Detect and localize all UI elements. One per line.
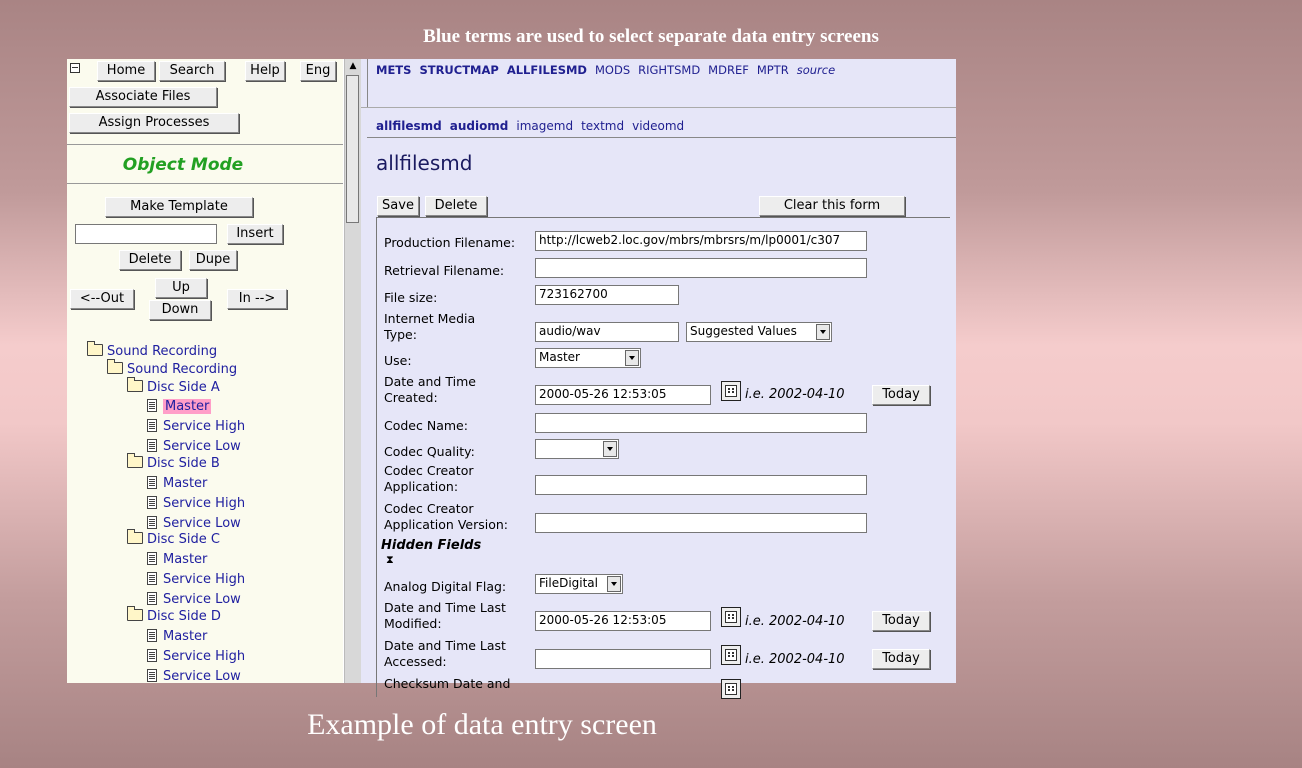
language-button[interactable]: Eng [300,61,336,81]
sub-nav-link-audiomd[interactable]: audiomd [449,119,509,133]
hidden-fields-title: Hidden Fields [381,538,482,553]
delete-button[interactable]: Delete [425,196,487,216]
tree-item[interactable] [147,418,245,436]
tree-item[interactable] [147,668,241,686]
codec-creator-app-label: Codec Creator Application: [384,463,474,494]
today-button[interactable]: Today [872,649,930,669]
tree-item-label: Sound Recording [107,344,218,359]
media-type-label: Internet Media Type: [384,311,476,342]
collapse-icon[interactable] [70,63,80,73]
chevron-down-icon [607,576,621,592]
down-button[interactable]: Down [149,300,211,320]
out-button[interactable]: <--Out [70,289,134,309]
date-created-input[interactable]: 2000-05-26 12:53:05 [535,385,711,405]
codec-creator-app-version-input[interactable] [535,513,867,533]
date-hint: i.e. 2002-04-10 [745,652,845,667]
tree-item[interactable] [147,628,207,646]
tree-item[interactable] [147,475,207,493]
codec-quality-select[interactable] [535,439,619,459]
help-button[interactable]: Help [245,61,285,81]
date-hint: i.e. 2002-04-10 [745,614,845,629]
today-button[interactable]: Today [872,385,930,405]
retrieval-filename-label: Retrieval Filename: [384,263,505,278]
tree-item-label: Master [163,476,208,491]
tree-item-label: Service High [163,649,246,664]
analog-digital-select[interactable] [535,574,623,594]
checksum-date-label: Checksum Date and [384,676,511,691]
document-icon [147,439,157,452]
tree-item-label: Master [163,552,208,567]
divider [67,183,343,184]
tree-item[interactable] [127,608,221,626]
app-screenshot [67,59,956,691]
file-size-input[interactable]: 723162700 [535,285,679,305]
production-filename-input[interactable]: http://lcweb2.loc.gov/mbrs/mbrsrs/m/lp0001/c307 [535,231,867,251]
tree-item[interactable] [147,571,245,589]
codec-creator-app-input[interactable] [535,475,867,495]
sub-nav-link-imagemd[interactable]: imagemd [516,119,574,133]
tree-item[interactable] [147,591,241,609]
home-button[interactable]: Home [97,61,155,81]
retrieval-filename-input[interactable] [535,258,867,278]
chevron-down-icon [816,324,830,340]
tree-item-label: Sound Recording [127,362,238,377]
top-nav [361,59,956,108]
file-size-label: File size: [384,290,438,305]
document-icon [147,649,157,662]
slide-title: Blue terms are used to select separate data entry screens [423,26,879,47]
sub-nav-link-videomd[interactable]: videomd [632,119,685,133]
tree-item[interactable] [147,551,207,569]
section-title: allfilesmd [376,151,473,175]
clear-form-button[interactable]: Clear this form [759,196,905,216]
document-icon [147,629,157,642]
document-icon [147,476,157,489]
assign-processes-button[interactable]: Assign Processes [69,113,239,133]
search-button[interactable]: Search [159,61,225,81]
left-pane [67,59,343,683]
document-icon [147,496,157,509]
date-hint: i.e. 2002-04-10 [745,387,845,402]
chevron-down-icon [603,441,617,457]
tree-item-label: Disc Side D [147,609,221,624]
today-button[interactable]: Today [872,611,930,631]
left-pane-scrollbar[interactable] [344,59,362,683]
top-nav-link-mptr[interactable]: MPTR [756,63,789,77]
use-value: Master [539,350,580,364]
tree-item-label: Disc Side B [147,456,220,471]
tree-item-label: Service Low [163,516,241,531]
production-filename-label: Production Filename: [384,235,516,250]
date-accessed-input[interactable] [535,649,711,669]
slide-caption: Example of data entry screen [307,708,657,741]
top-nav-link-source[interactable]: source [796,63,836,77]
codec-name-input[interactable] [535,413,867,433]
document-icon [147,516,157,529]
insert-input[interactable] [75,224,217,244]
tree-item-label: Service Low [163,669,241,684]
tree-item-label: Disc Side C [147,532,220,547]
codec-creator-app-version-label: Codec Creator Application Version: [384,501,508,532]
tree-item[interactable] [147,438,241,456]
top-nav-links [376,63,843,77]
scrollbar-thumb[interactable] [346,75,359,223]
tree-item[interactable] [127,455,220,473]
suggested-values-select[interactable] [686,322,832,342]
date-created-label: Date and Time Created: [384,374,476,405]
delete-node-button[interactable]: Delete [119,250,181,270]
chevron-down-icon [625,350,639,366]
top-nav-link-mods[interactable]: MODS [594,63,631,77]
top-nav-link-allfilesmd[interactable]: ALLFILESMD [506,63,587,77]
tree-item[interactable] [147,648,245,666]
make-template-button[interactable]: Make Template [105,197,253,217]
codec-quality-label: Codec Quality: [384,444,475,459]
tree-item[interactable] [127,531,220,549]
date-modified-input[interactable]: 2000-05-26 12:53:05 [535,611,711,631]
tree-item-label: Service High [163,496,246,511]
insert-button[interactable]: Insert [227,224,283,244]
use-select[interactable] [535,348,641,368]
dupe-button[interactable]: Dupe [189,250,237,270]
in-button[interactable]: In --> [227,289,287,309]
analog-digital-value: FileDigital [539,576,598,590]
folder-icon [87,344,103,356]
date-modified-label: Date and Time Last Modified: [384,600,506,631]
associate-files-button[interactable]: Associate Files [69,87,217,107]
use-label: Use: [384,353,412,368]
document-icon [147,419,157,432]
scroll-up-icon[interactable]: ▲ [349,61,357,71]
divider [67,144,343,145]
top-nav-link-structmap[interactable]: STRUCTMAP [419,63,499,77]
tree-item[interactable] [147,495,245,513]
tree-item[interactable] [127,379,220,397]
document-icon [147,592,157,605]
expand-icon[interactable]: ⧗ [386,553,394,566]
top-nav-link-rightsmd[interactable]: RIGHTSMD [638,63,701,77]
top-nav-link-mets[interactable]: METS [376,63,412,77]
document-icon [147,572,157,585]
tree-item-label: Service High [163,572,246,587]
codec-name-label: Codec Name: [384,418,468,433]
calendar-icon[interactable] [721,679,741,699]
mode-title: Object Mode [122,155,244,175]
save-button[interactable]: Save [377,196,419,216]
tree-item[interactable] [147,398,211,416]
suggested-values-label: Suggested Values [690,324,797,338]
folder-icon [127,609,143,621]
sub-nav-link-allfilesmd[interactable]: allfilesmd [376,119,442,133]
top-nav-link-mdref[interactable]: MDREF [708,63,749,77]
right-pane [361,59,956,691]
folder-icon [127,532,143,544]
divider [367,137,956,138]
tree-item-label: Disc Side A [147,380,220,395]
folder-icon [127,456,143,468]
sub-nav [376,119,692,133]
analog-digital-label: Analog Digital Flag: [384,579,507,594]
tree-item-label: Master [163,629,208,644]
calendar-icon[interactable] [721,645,741,665]
calendar-icon[interactable] [721,607,741,627]
calendar-icon[interactable] [721,381,741,401]
tree-item-label: Master [165,399,210,414]
sub-nav-link-textmd[interactable]: textmd [581,119,625,133]
date-accessed-label: Date and Time Last Accessed: [384,638,506,669]
document-icon [147,399,157,412]
tree-item-label: Service Low [163,439,241,454]
tree-item-label: Service Low [163,592,241,607]
document-icon [147,669,157,682]
folder-icon [127,380,143,392]
media-type-input[interactable]: audio/wav [535,322,679,342]
tree-item-label: Service High [163,419,246,434]
document-icon [147,552,157,565]
divider [367,59,368,107]
up-button[interactable]: Up [155,278,207,298]
folder-icon [107,362,123,374]
